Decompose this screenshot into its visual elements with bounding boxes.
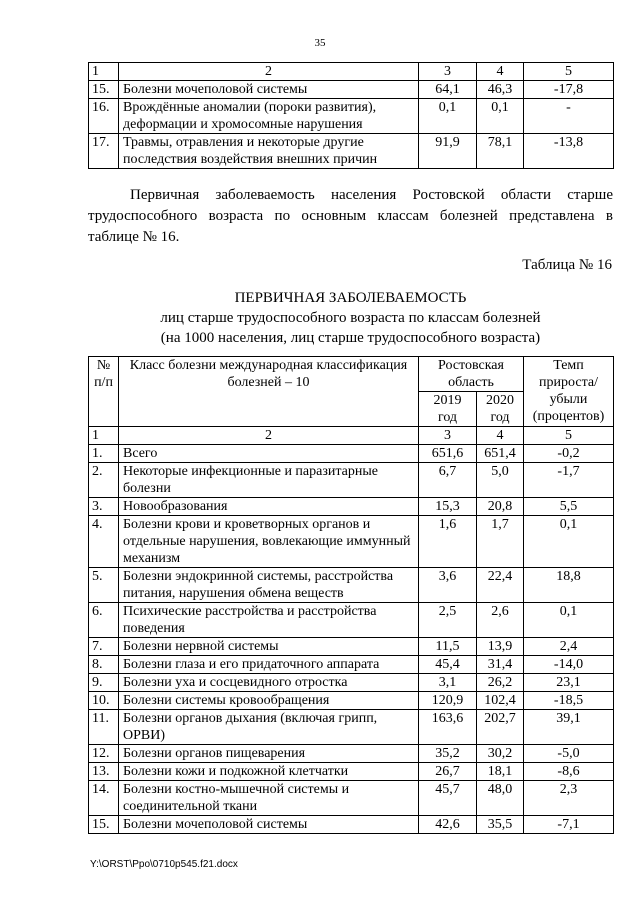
header-rate: Темп прироста/ убыли (процентов) [524, 357, 614, 427]
table-header-cell: 1 [89, 63, 119, 81]
row-value: 26,2 [477, 674, 524, 692]
header-year-2019: 2019 год [419, 392, 477, 427]
row-value: 0,1 [524, 516, 614, 568]
table-row [89, 816, 614, 834]
row-value: 651,6 [419, 445, 477, 463]
table-header-cell: 5 [524, 63, 614, 81]
table-header-cell: 2 [119, 427, 419, 445]
table-header-cell: 2 [119, 63, 419, 81]
row-number: 17. [89, 134, 119, 169]
row-value: -17,8 [524, 81, 614, 99]
row-value: 91,9 [419, 134, 477, 169]
table-row [89, 638, 614, 656]
table-row [89, 445, 614, 463]
row-value: 20,8 [477, 498, 524, 516]
row-value: 120,9 [419, 692, 477, 710]
table-row [89, 99, 614, 134]
row-number: 1. [89, 445, 119, 463]
row-value: 202,7 [477, 710, 524, 745]
row-number: 4. [89, 516, 119, 568]
row-number: 6. [89, 603, 119, 638]
row-label: Врождённые аномалии (пороки развития), деформации и хромосомные нарушения [119, 99, 419, 134]
row-value: 1,6 [419, 516, 477, 568]
header-class: Класс болезни международная классификация болезней – 10 [119, 357, 419, 427]
header-num: № п/п [89, 357, 119, 427]
row-number: 14. [89, 781, 119, 816]
row-value: 64,1 [419, 81, 477, 99]
row-value: 2,3 [524, 781, 614, 816]
row-value: 35,2 [419, 745, 477, 763]
table-row [89, 656, 614, 674]
row-label: Болезни органов пищеварения [119, 745, 419, 763]
table-row [89, 745, 614, 763]
row-label: Болезни глаза и его придаточного аппарата [119, 656, 419, 674]
row-value: 11,5 [419, 638, 477, 656]
row-value: 22,4 [477, 568, 524, 603]
subtitle-line: лиц старше трудоспособного возраста по классам болезней [160, 310, 541, 326]
row-label: Болезни системы кровообращения [119, 692, 419, 710]
row-value: 0,1 [477, 99, 524, 134]
row-label: Новообразования [119, 498, 419, 516]
row-number: 13. [89, 763, 119, 781]
row-label: Болезни мочеполовой системы [119, 81, 419, 99]
row-label: Болезни крови и кроветворных органов и отдельные нарушения, вовлекающие иммунный механизм [119, 516, 419, 568]
row-number: 7. [89, 638, 119, 656]
row-value: 48,0 [477, 781, 524, 816]
row-value: 18,1 [477, 763, 524, 781]
table-header-cell: 3 [419, 427, 477, 445]
row-value: 30,2 [477, 745, 524, 763]
row-value: 35,5 [477, 816, 524, 834]
row-number: 2. [89, 463, 119, 498]
table-column-numbers [89, 63, 614, 81]
row-value: 46,3 [477, 81, 524, 99]
table-row [89, 498, 614, 516]
row-value: -14,0 [524, 656, 614, 674]
continued-table [88, 62, 614, 169]
row-label: Болезни органов дыхания (включая грипп, ОРВИ) [119, 710, 419, 745]
table-row [89, 516, 614, 568]
table-row [89, 463, 614, 498]
header-year-2020: 2020 год [477, 392, 524, 427]
table-row [89, 568, 614, 603]
row-value: -18,5 [524, 692, 614, 710]
row-value: 31,4 [477, 656, 524, 674]
row-value: 102,4 [477, 692, 524, 710]
row-label: Болезни уха и сосцевидного отростка [119, 674, 419, 692]
intro-paragraph: Первичная заболеваемость населения Ростовской области старше трудоспособного возраста по основным классам болезней представлена в таблице № 16. [88, 187, 613, 245]
row-number: 16. [89, 99, 119, 134]
row-value: -8,6 [524, 763, 614, 781]
table-row [89, 710, 614, 745]
table-row [89, 692, 614, 710]
row-number: 8. [89, 656, 119, 674]
row-label: Болезни мочеполовой системы [119, 816, 419, 834]
table-row [89, 134, 614, 169]
row-number: 15. [89, 81, 119, 99]
row-value: -13,8 [524, 134, 614, 169]
row-value: 42,6 [419, 816, 477, 834]
row-number: 11. [89, 710, 119, 745]
row-value: 18,8 [524, 568, 614, 603]
row-label: Всего [119, 445, 419, 463]
table-header-row [89, 357, 614, 392]
row-value: -0,2 [524, 445, 614, 463]
row-value: 0,1 [524, 603, 614, 638]
table-header-cell: 3 [419, 63, 477, 81]
row-value: 163,6 [419, 710, 477, 745]
table-label: Таблица № 16 [522, 257, 612, 273]
row-value: 2,5 [419, 603, 477, 638]
row-number: 5. [89, 568, 119, 603]
row-value: 13,9 [477, 638, 524, 656]
row-number: 10. [89, 692, 119, 710]
table-row [89, 603, 614, 638]
title-line: ПЕРВИЧНАЯ ЗАБОЛЕВАЕМОСТЬ [234, 290, 467, 306]
table-column-numbers [89, 427, 614, 445]
row-value: 5,0 [477, 463, 524, 498]
table-header-cell: 4 [477, 63, 524, 81]
table-row [89, 763, 614, 781]
row-value: - [524, 99, 614, 134]
row-value: 15,3 [419, 498, 477, 516]
row-value: 26,7 [419, 763, 477, 781]
row-value: 39,1 [524, 710, 614, 745]
page-number: 35 [314, 37, 326, 49]
table-row [89, 81, 614, 99]
header-region: Ростовская область [419, 357, 524, 392]
table-header-cell: 4 [477, 427, 524, 445]
row-label: Болезни костно-мышечной системы и соединительной ткани [119, 781, 419, 816]
row-value: 651,4 [477, 445, 524, 463]
table-header-cell: 5 [524, 427, 614, 445]
row-label: Психические расстройства и расстройства поведения [119, 603, 419, 638]
morbidity-table [88, 356, 614, 834]
row-value: 1,7 [477, 516, 524, 568]
row-label: Болезни кожи и подкожной клетчатки [119, 763, 419, 781]
row-value: 45,4 [419, 656, 477, 674]
row-label: Травмы, отравления и некоторые другие последствия воздействия внешних причин [119, 134, 419, 169]
row-value: -1,7 [524, 463, 614, 498]
row-value: 2,6 [477, 603, 524, 638]
row-value: -7,1 [524, 816, 614, 834]
table-title [88, 288, 613, 348]
row-value: 45,7 [419, 781, 477, 816]
row-value: 3,6 [419, 568, 477, 603]
subtitle-line: (на 1000 населения, лиц старше трудоспособного возраста) [160, 330, 541, 346]
row-label: Болезни нервной системы [119, 638, 419, 656]
row-number: 15. [89, 816, 119, 834]
table-header-cell: 1 [89, 427, 119, 445]
table-row [89, 781, 614, 816]
row-number: 9. [89, 674, 119, 692]
row-value: 6,7 [419, 463, 477, 498]
row-value: 3,1 [419, 674, 477, 692]
row-label: Некоторые инфекционные и паразитарные болезни [119, 463, 419, 498]
row-value: 78,1 [477, 134, 524, 169]
row-number: 12. [89, 745, 119, 763]
row-label: Болезни эндокринной системы, расстройства питания, нарушения обмена веществ [119, 568, 419, 603]
file-path-footer: Y:\ORST\Ppo\0710p545.f21.docx [90, 859, 238, 870]
row-value: 5,5 [524, 498, 614, 516]
row-number: 3. [89, 498, 119, 516]
table-row [89, 674, 614, 692]
row-value: 0,1 [419, 99, 477, 134]
row-value: 23,1 [524, 674, 614, 692]
row-value: 2,4 [524, 638, 614, 656]
row-value: -5,0 [524, 745, 614, 763]
